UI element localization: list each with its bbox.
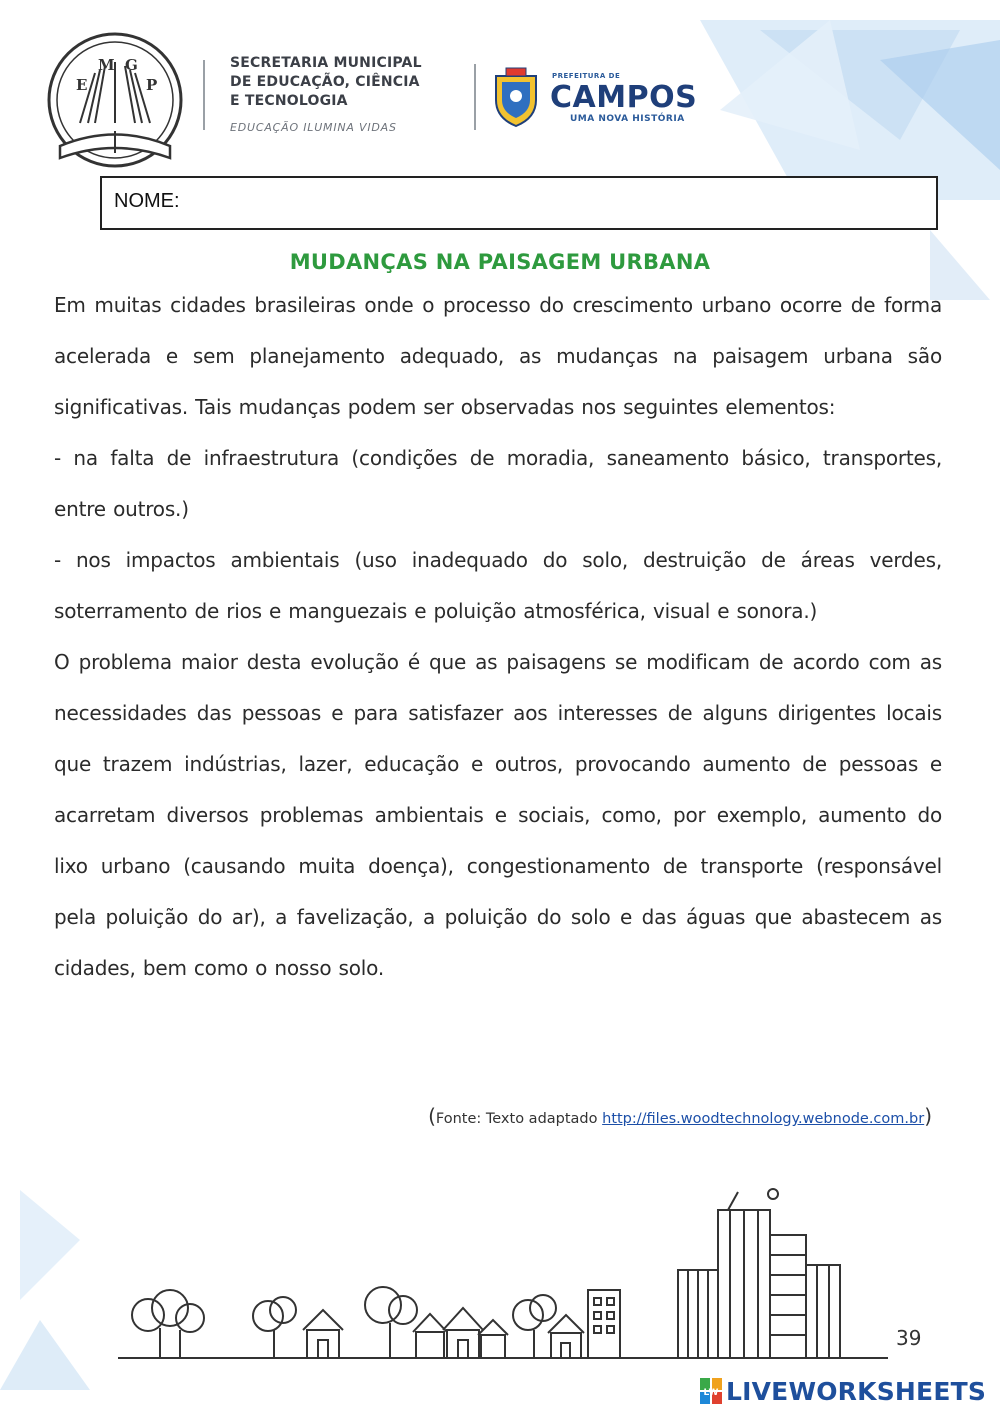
house-icon [548,1315,584,1358]
cityscape-illustration [118,1180,888,1370]
name-field-box [100,176,938,230]
emblem-initial-4: P [146,76,158,94]
emblem-initial-2: M [98,56,115,74]
tree-icon [365,1287,417,1358]
campos-seal-icon [490,66,542,128]
secretaria-slogan: EDUCAÇÃO ILUMINA VIDAS [230,121,397,134]
emblem-initial-3: G [125,56,138,74]
document-body [54,280,942,994]
city-tagline: UMA NOVA HISTÓRIA [570,114,685,124]
source-citation: (Fonte: Texto adaptado http://files.woodtechnology.webnode.com.br) [428,1104,932,1128]
paragraph-intro: Em muitas cidades brasileiras onde o processo do crescimento urbano ocorre de forma acelerada e sem planejamento adequado, as mudanças na paisagem urbana são significativas. Tais mudanças podem ser observadas nos seguintes elementos: [54,293,942,419]
tree-icon [253,1297,296,1358]
prefeitura-label: PREFEITURA DE [552,72,621,80]
paragraph-problema: O problema maior desta evolução é que as paisagens se modificam de acordo com as necessidades das pessoas e para satisfazer aos interesses de alguns dirigentes locais que trazem indústrias, lazer, educação e outros, provocando aumento de pessoas e acarretam diversos problemas ambientais e sociais, como, por exemplo, aumento do lixo urbano (causando muita doença), congestionamento de transporte (responsável pela poluição do ar), a favelização, a poluição do solo e das águas que abastecem as cidades, bem como o nosso solo. [54,650,942,980]
liveworksheets-text: LIVEWORKSHEETS [726,1376,987,1406]
paragraph-infraestrutura: - na falta de infraestrutura (condições de moradia, saneamento básico, transportes, entre outros.) [54,446,942,521]
secretaria-line-2: DE EDUCAÇÃO, CIÊNCIA [230,74,420,90]
liveworksheets-brand [700,1375,986,1407]
house-icon [413,1308,508,1358]
school-emblem [40,28,190,178]
name-input[interactable] [194,186,928,222]
source-link[interactable]: http://files.woodtechnology.webnode.com.br [602,1111,925,1127]
document-title: MUDANÇAS NA PAISAGEM URBANA [289,250,711,274]
page-number: 39 [896,1326,922,1350]
logo-letters: LW [703,1388,719,1398]
campos-logo [490,66,720,136]
building-icon [588,1290,620,1358]
tree-icon [513,1295,556,1358]
building-icon [678,1270,718,1358]
secretaria-block [230,54,470,134]
liveworksheets-logo-icon [700,1378,722,1404]
secretaria-line-1: SECRETARIA MUNICIPAL [230,55,422,71]
secretaria-line-3: E TECNOLOGIA [230,93,348,109]
name-label: NOME: [114,190,180,212]
header-divider [203,60,205,130]
source-prefix: Fonte: Texto adaptado [435,1111,598,1127]
city-name: CAMPOS [550,80,698,115]
header-divider-2 [474,64,476,130]
building-icon [806,1265,840,1358]
house-icon [303,1310,343,1358]
tree-icon [132,1290,204,1358]
emblem-initial-1: E [76,76,88,94]
building-icon [770,1235,806,1358]
paragraph-impactos: - nos impactos ambientais (uso inadequado do solo, destruição de áreas verdes, soterramento de rios e manguezais e poluição atmosférica, visual e sonora.) [54,548,942,623]
